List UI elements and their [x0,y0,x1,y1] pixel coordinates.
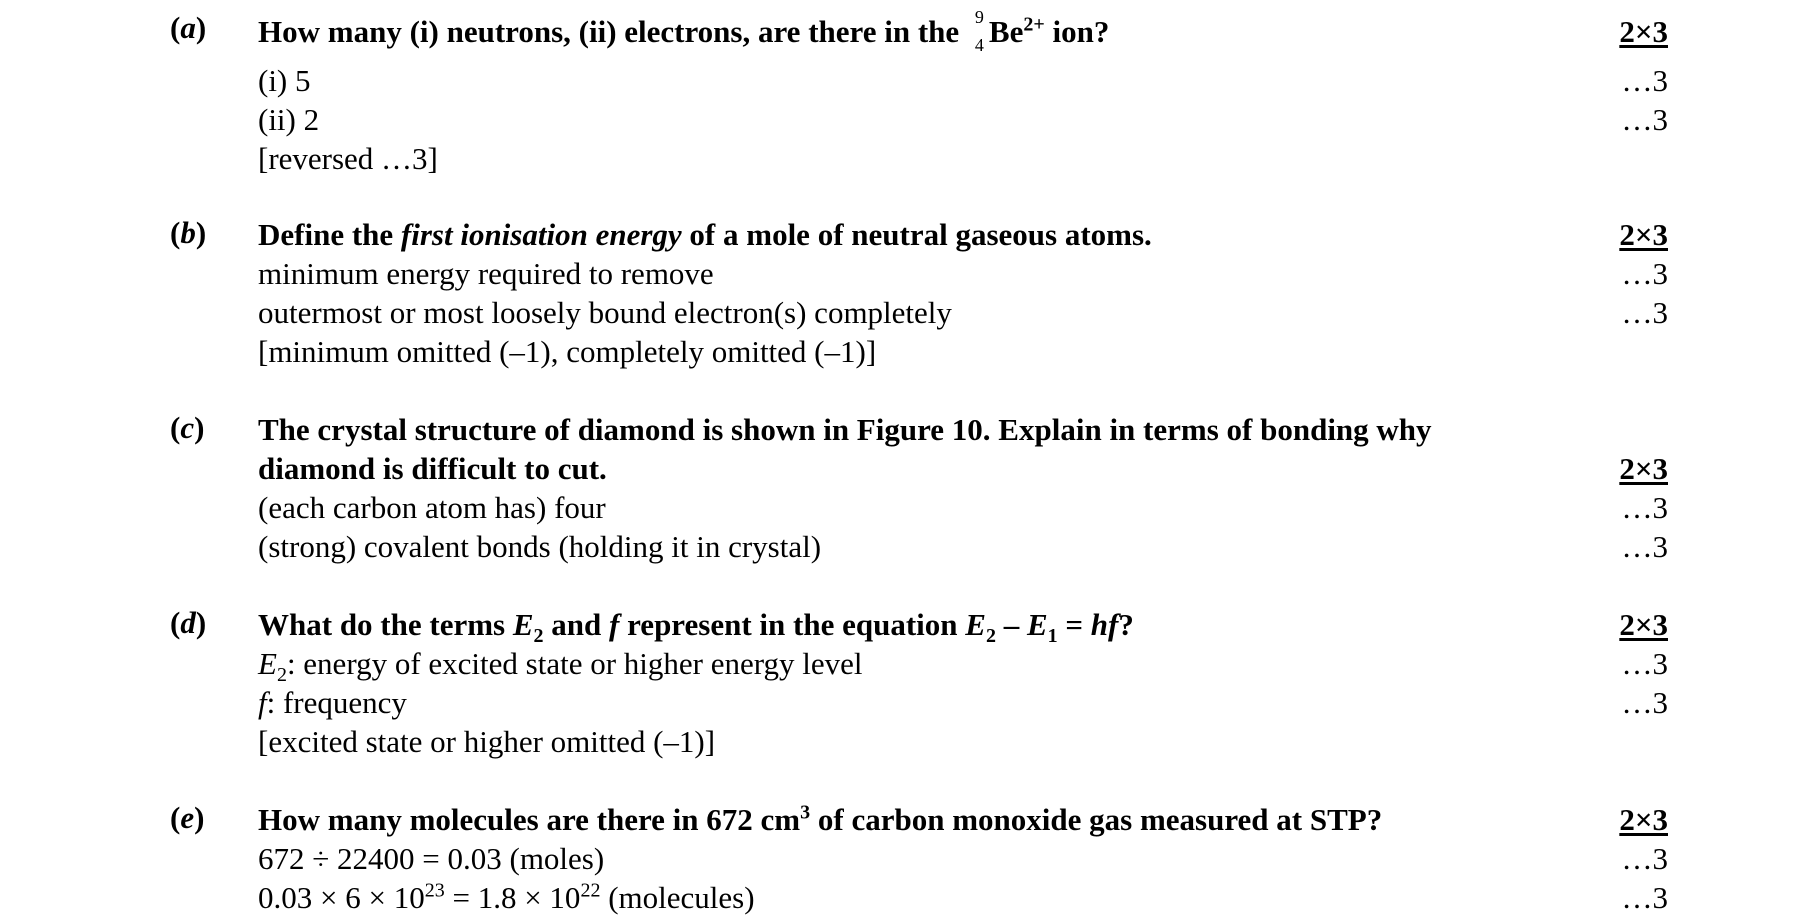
mark: …3 [1621,256,1668,291]
total-marks: 2×3 [1619,451,1668,486]
answer-line: (ii) 2 [258,102,320,137]
question-prompt: How many (i) neutrons, (ii) electrons, are there in the 9 4 $Be^{2+}$ ion? [258,7,1110,55]
answer-line: (each carbon atom has) four [258,490,606,525]
nuclide-notation: 9 4 [974,7,984,55]
answer-line: outermost or most loosely bound electron(s) completely [258,295,952,330]
mark: …3 [1621,685,1668,720]
question-label: (b) [170,215,207,250]
question-label: (c) [170,410,205,445]
mark: …3 [1621,295,1668,330]
question-label: (d) [170,605,207,640]
answer-line: (i) 5 [258,63,311,98]
answer-line: (strong) covalent bonds (holding it in crystal) [258,529,822,564]
question-prompt: Define the first ionisation energy of a mole of neutral gaseous atoms. [258,217,1152,252]
answer-line: [reversed …3] [258,141,438,176]
mark: …3 [1621,102,1668,137]
question-prompt: How many molecules are there in 672 $cm^3$ of carbon monoxide gas measured at STP? [258,801,1383,837]
answer-line: $0.03 \times 6 \times 10^{23} = 1.8 \times 10^{22}$ (molecules) [258,879,755,915]
question-label: (a) [170,10,207,45]
total-marks: 2×3 [1619,14,1668,49]
total-marks: 2×3 [1619,217,1668,252]
mark: …3 [1621,490,1668,525]
mark: …3 [1621,63,1668,98]
mark: …3 [1621,529,1668,564]
question-label: (e) [170,800,205,835]
answer-line: [excited state or higher omitted (–1)] [258,724,716,759]
answer-line: $E_2$: energy of excited state or higher energy level [258,646,863,687]
mark: …3 [1621,880,1668,915]
mark: …3 [1621,646,1668,681]
question-prompt: The crystal structure of diamond is shown in Figure 10. Explain in terms of bonding why [258,412,1432,447]
answer-line: f: frequency [258,685,407,720]
question-prompt: What do the terms $E_2$ and f represent in the equation $E_2 - E_1$ = hf? [258,607,1134,648]
answer-line: minimum energy required to remove [258,256,714,291]
total-marks: 2×3 [1619,802,1668,837]
mark: …3 [1621,841,1668,876]
total-marks: 2×3 [1619,607,1668,642]
question-prompt: diamond is difficult to cut. [258,451,607,486]
answer-line: [minimum omitted (–1), completely omitted (–1)] [258,334,877,369]
answer-line: 672 ÷ 22400 = 0.03 (moles) [258,841,605,876]
